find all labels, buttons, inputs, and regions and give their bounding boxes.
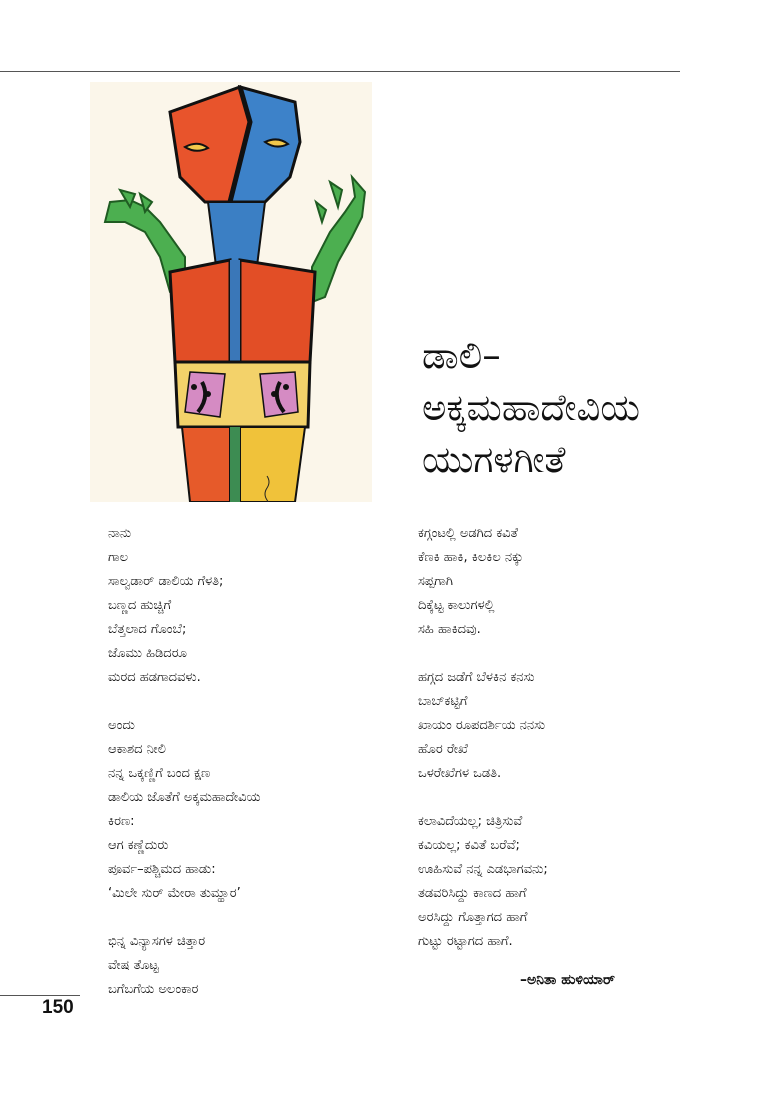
poem-line: ಪೂರ್ವ–ಪಶ್ಚಿಮದ ಹಾಡು: — [108, 862, 216, 877]
poem-line: ಸಾಲ್ವಡಾರ್ ಡಾಲಿಯ ಗೆಳತಿ; — [108, 574, 224, 589]
poem-line: ಬಣ್ಣದ ಹುಚ್ಚಿಗೆ — [108, 598, 172, 613]
poem-line: ಖಾಯಂ ರೂಪದರ್ಶಿಯ ನನಸು — [418, 718, 546, 733]
stanza-break — [418, 786, 718, 810]
poem-line: ಕಲಾವಿದೆಯಲ್ಲ; ಚಿತ್ರಿಸುವೆ — [418, 814, 523, 829]
poem-line: ಬಗೆಬಗೆಯ ಅಲಂಕಾರ — [108, 982, 199, 997]
poem-line: ಬಾಬ್‌ಕಟ್ಟಿಗೆ — [418, 694, 468, 709]
poem-line: ಕೆಣಕಿ ಹಾಕಿ, ಕಿಲಕಿಲ ನಕ್ಕು — [418, 550, 524, 565]
poem-line: ನನ್ನ ಒಕ್ಕಣ್ಣಿಗೆ ಬಂದ ಕ್ಷಣ — [108, 766, 211, 781]
artist-signature — [260, 472, 274, 502]
poem-line: ಬೆತ್ತಲಾದ ಗೊಂಬೆ; — [108, 622, 187, 637]
poem-line: ಕವಿಯಲ್ಲ; ಕವಿತೆ ಬರೆವೆ; — [418, 838, 520, 853]
title-line: ಅಕ್ಕಮಹಾದೇವಿಯ — [422, 386, 640, 429]
poem-author: –ಅನಿತಾ ಹುಳಿಯಾರ್ — [520, 972, 615, 988]
illustration-figure — [90, 82, 372, 502]
poem-line: ಹೊರ ರೇಖೆ — [418, 742, 468, 757]
poem-title — [422, 330, 640, 486]
poem-line: ಜೊಮು ಹಿಡಿದರೂ — [108, 646, 187, 661]
poem-line: ದಿಕ್ಕೆಟ್ಟ ಕಾಲುಗಳಲ್ಲಿ — [418, 598, 495, 613]
header-rule — [0, 71, 680, 72]
illustration — [90, 82, 372, 502]
poem-line: ಊಹಿಸುವೆ ನನ್ನ ಎಡಭಾಗವನು; — [418, 862, 548, 877]
poem-line: ಮರದ ಹಡಗಾದವಳು. — [108, 670, 201, 685]
stanza-break — [108, 906, 378, 930]
poem-left-column — [108, 522, 378, 1002]
title-line: ಯುಗಳಗೀತೆ — [422, 438, 566, 481]
stanza-break — [418, 642, 718, 666]
poem-line: ಆಗ ಕಣ್ಣೆದುರು — [108, 838, 169, 853]
poem-line: ವೇಷ ತೊಟ್ಟ — [108, 958, 159, 973]
poem-line: ಆಕಾಶದ ನೀಲಿ — [108, 742, 166, 757]
title-line: ಡಾಲಿ– — [422, 334, 501, 377]
stanza-break — [108, 690, 378, 714]
poem-line: ಗಾಲ — [108, 550, 129, 565]
poem-right-column — [418, 522, 718, 954]
poem-line: ಡಾಲಿಯ ಜೊತೆಗೆ ಅಕ್ಕಮಹಾದೇವಿಯ — [108, 790, 261, 805]
poem-line: ತಡವರಿಸಿದ್ದು ಕಾಣದ ಹಾಗೆ — [418, 886, 527, 901]
poem-line: ‘ಮಿಲೇ ಸುರ್ ಮೇರಾ ತುಮ್ಹಾರ’ — [108, 886, 241, 901]
poem-line: ಅಂದು — [108, 718, 135, 733]
footer-rule — [0, 995, 80, 996]
poem-line: ಗುಟ್ಟು ರಟ್ಟಾಗದ ಹಾಗೆ. — [418, 934, 513, 949]
poem-line: ಅರಸಿದ್ದು ಗೊತ್ತಾಗದ ಹಾಗೆ — [418, 910, 528, 925]
poem-line: ನಾನು — [108, 526, 132, 541]
poem-line: ಸಹಿ ಹಾಕಿದವು. — [418, 622, 481, 637]
poem-line: ಭಿನ್ನ ವಿನ್ಯಾಸಗಳ ಚಿತ್ತಾರ — [108, 934, 206, 949]
poem-line: ಸಪ್ಪಗಾಗಿ — [418, 574, 453, 589]
poem-line: ಕಿರಣ: — [108, 814, 135, 829]
poem-line: ಕಗ್ಗಂಟಲ್ಲಿ ಅಡಗಿದ ಕವಿತೆ — [418, 526, 518, 541]
page-number: 150 — [42, 997, 74, 1018]
poem-line: ಹಗ್ಗದ ಜಡೆಗೆ ಬೆಳಕಿನ ಕನಸು — [418, 670, 535, 685]
poem-line: ಒಳರೇಖೆಗಳ ಒಡತಿ. — [418, 766, 502, 781]
